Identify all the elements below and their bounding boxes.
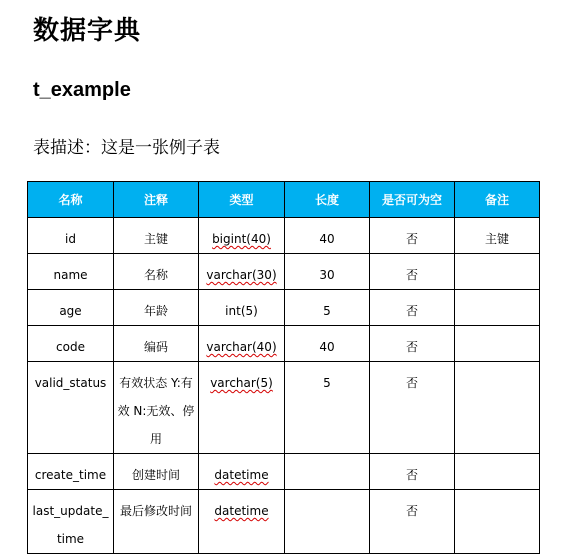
table-name-heading: t_example: [33, 79, 131, 101]
table-row: [28, 490, 540, 554]
cell-length: 30: [285, 254, 370, 290]
cell-comment: 编码: [114, 326, 199, 362]
cell-type: [199, 362, 285, 454]
cell-name: age: [28, 290, 114, 326]
cell-type-text: int(5): [225, 304, 258, 318]
cell-nullable: 否: [370, 290, 455, 326]
table-row: [28, 362, 540, 454]
cell-length: [285, 454, 370, 490]
cell-name: create_time: [28, 454, 114, 490]
cell-remark: [455, 326, 540, 362]
header-name: 名称: [28, 182, 114, 218]
cell-remark: 主键: [455, 218, 540, 254]
cell-length: [285, 490, 370, 554]
cell-comment: 主键: [114, 218, 199, 254]
table-description: 表描述：这是一张例子表: [33, 138, 220, 158]
header-type: 类型: [199, 182, 285, 218]
data-dictionary-table: [27, 181, 540, 554]
cell-length: 40: [285, 326, 370, 362]
cell-remark: [455, 490, 540, 554]
header-comment: 注释: [114, 182, 199, 218]
cell-name: last_update_time: [28, 490, 114, 554]
cell-name: valid_status: [28, 362, 114, 454]
cell-name: name: [28, 254, 114, 290]
header-nullable: 是否可为空: [370, 182, 455, 218]
cell-nullable: 否: [370, 362, 455, 454]
cell-remark: [455, 254, 540, 290]
cell-remark: [455, 290, 540, 326]
cell-type: [199, 454, 285, 490]
cell-nullable: 否: [370, 490, 455, 554]
cell-comment: 年龄: [114, 290, 199, 326]
header-remark: 备注: [455, 182, 540, 218]
header-length: 长度: [285, 182, 370, 218]
cell-comment: 名称: [114, 254, 199, 290]
cell-type: [199, 254, 285, 290]
cell-length: 40: [285, 218, 370, 254]
cell-comment: 最后修改时间: [114, 490, 199, 554]
cell-type: [199, 326, 285, 362]
cell-name: id: [28, 218, 114, 254]
cell-nullable: 否: [370, 218, 455, 254]
cell-type-text: datetime: [214, 468, 269, 482]
cell-remark: [455, 454, 540, 490]
cell-nullable: 否: [370, 254, 455, 290]
cell-nullable: 否: [370, 454, 455, 490]
cell-remark: [455, 362, 540, 454]
table-row: [28, 454, 540, 490]
cell-type-text: varchar(30): [206, 268, 277, 282]
cell-length: 5: [285, 290, 370, 326]
table-header-row: [28, 182, 540, 218]
cell-type-text: datetime: [214, 504, 269, 518]
cell-nullable: 否: [370, 326, 455, 362]
table-row: [28, 218, 540, 254]
cell-comment: 创建时间: [114, 454, 199, 490]
cell-comment: 有效状态 Y:有效 N:无效、停用: [114, 362, 199, 454]
cell-type: [199, 290, 285, 326]
cell-type-text: bigint(40): [212, 232, 271, 246]
cell-name: code: [28, 326, 114, 362]
cell-type-text: varchar(40): [206, 340, 277, 354]
cell-type-text: varchar(5): [210, 376, 273, 390]
cell-type: [199, 218, 285, 254]
table-row: [28, 326, 540, 362]
cell-length: 5: [285, 362, 370, 454]
document-title: 数据字典: [33, 16, 142, 46]
table-row: [28, 290, 540, 326]
table-row: [28, 254, 540, 290]
cell-type: [199, 490, 285, 554]
